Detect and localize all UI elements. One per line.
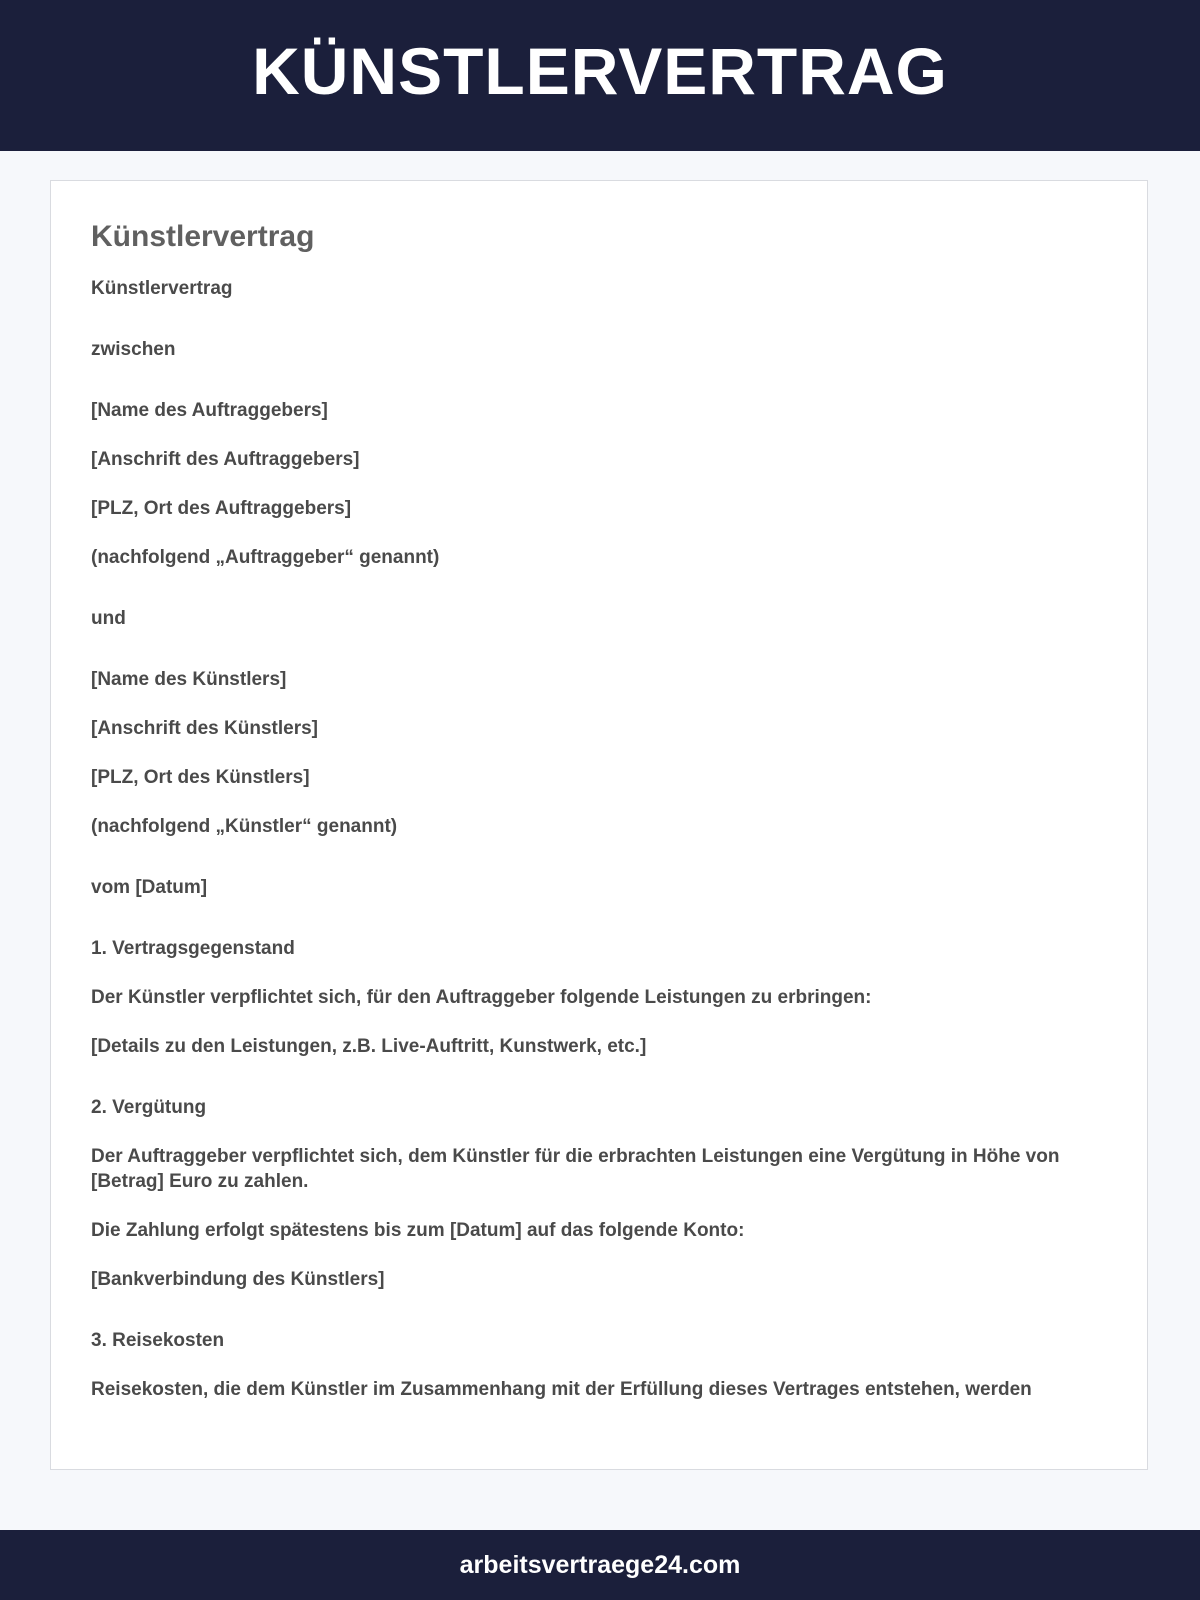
- header-title: KÜNSTLERVERTRAG: [252, 33, 948, 108]
- client-city: [PLZ, Ort des Auftraggebers]: [91, 498, 352, 519]
- remuneration-text: Der Auftraggeber verpflichtet sich, dem Künstler für die erbrachten Leistungen eine Vergütung in Höhe von [Betrag] Euro zu zahlen.: [91, 1146, 1060, 1192]
- section-heading-travel: 3. Reisekosten: [91, 1330, 225, 1351]
- page-footer: [0, 1530, 1200, 1600]
- client-designation: (nachfolgend „Auftraggeber“ genannt): [91, 547, 440, 568]
- artist-designation: (nachfolgend „Künstler“ genannt): [91, 816, 398, 837]
- section-heading-subject: 1. Vertragsgegenstand: [91, 938, 295, 959]
- page-header: [0, 0, 1200, 151]
- document-card: [50, 180, 1148, 1470]
- between-label: zwischen: [91, 339, 176, 360]
- travel-text: Reisekosten, die dem Künstler im Zusammenhang mit der Erfüllung dieses Vertrages entstehen, werden: [91, 1379, 1032, 1400]
- section-heading-remuneration: 2. Vergütung: [91, 1097, 207, 1118]
- bank-details: [Bankverbindung des Künstlers]: [91, 1269, 385, 1290]
- contract-date: vom [Datum]: [91, 877, 208, 898]
- client-address: [Anschrift des Auftraggebers]: [91, 449, 360, 470]
- footer-site-link[interactable]: arbeitsvertraege24.com: [459, 1550, 741, 1579]
- artist-address: [Anschrift des Künstlers]: [91, 718, 318, 739]
- subject-details: [Details zu den Leistungen, z.B. Live-Auftritt, Kunstwerk, etc.]: [91, 1036, 647, 1057]
- artist-name: [Name des Künstlers]: [91, 669, 287, 690]
- document-title: Künstlervertrag: [91, 220, 315, 253]
- document-body: [51, 181, 1147, 1402]
- subject-text: Der Künstler verpflichtet sich, für den Auftraggeber folgende Leistungen zu erbringen:: [91, 987, 872, 1008]
- artist-city: [PLZ, Ort des Künstlers]: [91, 767, 310, 788]
- contract-heading: Künstlervertrag: [91, 278, 233, 299]
- and-label: und: [91, 608, 126, 629]
- client-name: [Name des Auftraggebers]: [91, 400, 328, 421]
- payment-text: Die Zahlung erfolgt spätestens bis zum [Datum] auf das folgende Konto:: [91, 1220, 745, 1241]
